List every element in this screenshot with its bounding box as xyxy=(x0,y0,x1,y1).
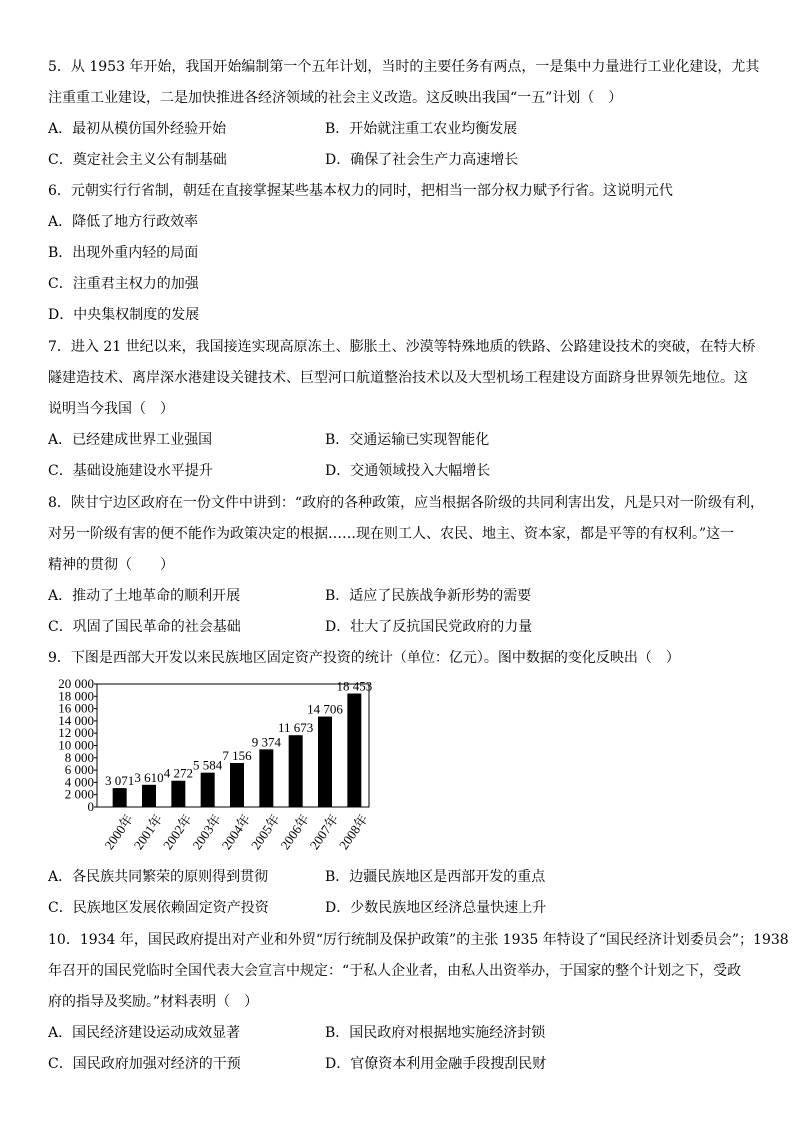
bar xyxy=(113,788,127,807)
y-tick-label: 14 000 xyxy=(58,712,94,728)
bar xyxy=(347,694,361,807)
q8-option-b: B．适应了民族战争新形势的需要 xyxy=(325,588,532,604)
q9-option-d: D．少数民族地区经济总量快速上升 xyxy=(325,900,547,916)
q6-option-a: A．降低了地方行政效率 xyxy=(48,214,199,230)
bar-value-label: 18 453 xyxy=(336,678,373,694)
q10-option-a: A．国民经济建设运动成效显著 xyxy=(48,1025,241,1041)
x-tick-label: 2003年 xyxy=(189,811,224,853)
q5-stem-line2: 注重重工业建设，二是加快推进各经济领域的社会主义改造。这反映出我国“一五”计划（ ） xyxy=(48,90,623,106)
x-tick-label: 2001年 xyxy=(130,811,166,853)
q8-option-c: C．巩固了国民革命的社会基础 xyxy=(48,619,241,635)
q6-option-b: B．出现外重内轻的局面 xyxy=(48,245,199,261)
x-tick-label: 2000年 xyxy=(101,811,136,853)
q7-option-b: B．交通运输已实现智能化 xyxy=(325,432,490,448)
y-tick-label: 2 000 xyxy=(64,786,94,802)
q9-option-b: B．边疆民族地区是西部开发的重点 xyxy=(325,869,546,885)
q6-stem-line1: 6．元朝实行行省制，朝廷在直接掌握某些基本权力的同时，把相当一部分权力赋予行省。这说明元代 xyxy=(48,183,673,199)
q6-option-d: D．中央集权制度的发展 xyxy=(48,307,200,323)
bar-value-label: 11 673 xyxy=(278,720,314,736)
q9-option-a: A．各民族共同繁荣的原则得到贯彻 xyxy=(48,869,269,885)
q7-stem-line2: 隧建造技术、离岸深水港建设关键技术、巨型河口航道整治技术以及大型机场工程建设方面跻身世界领先地位。这 xyxy=(48,370,748,386)
q5-option-a: A．最初从模仿国外经验开始 xyxy=(48,121,227,137)
x-tick-label: 2004年 xyxy=(218,811,254,853)
q7-stem-line1: 7．进入 21 世纪以来，我国接连实现高原冻土、膨胀土、沙漠等特殊地质的铁路、公路建设技术的突破，在特大桥 xyxy=(48,339,756,355)
bar-value-label: 4 272 xyxy=(163,765,193,781)
y-tick-label: 0 xyxy=(87,799,94,814)
q5-option-d: D．确保了社会生产力高速增长 xyxy=(325,152,519,168)
y-tick-label: 4 000 xyxy=(64,774,94,790)
y-tick-label: 18 000 xyxy=(58,688,94,704)
x-tick-label: 2007年 xyxy=(306,811,342,853)
q10-option-d: D．官僚资本利用金融手段搜刮民财 xyxy=(325,1056,547,1072)
x-tick-label: 2005年 xyxy=(247,811,283,853)
bar-value-label: 3 071 xyxy=(105,773,135,789)
q6-option-c: C．注重君主权力的加强 xyxy=(48,276,199,292)
bar xyxy=(259,749,273,807)
q10-stem-line1: 10．1934 年，国民政府提出对产业和外贸“厉行统制及保护政策”的主张 1935 年特设了“国民经济计划委员会”；1938 xyxy=(48,932,789,948)
q7-option-c: C．基础设施建设水平提升 xyxy=(48,463,213,479)
q8-stem-line2: 对另一阶级有害的便不能作为政策决定的根据……现在则工人、农民、地主、资本家，都是平等的有权利。”这一 xyxy=(48,526,735,542)
q10-stem-line3: 府的指导及奖励。”材料表明（ ） xyxy=(48,994,259,1010)
y-tick-label: 12 000 xyxy=(58,725,94,741)
chart-x-axis xyxy=(101,812,370,853)
y-tick-label: 6 000 xyxy=(64,762,94,778)
x-tick-label: 2008年 xyxy=(335,811,371,853)
y-tick-label: 8 000 xyxy=(64,749,94,765)
q7-stem-line3: 说明当今我国（ ） xyxy=(48,401,174,417)
bar xyxy=(230,763,244,807)
q5-stem-line1: 5．从 1953 年开始，我国开始编制第一个五年计划，当时的主要任务有两点，一是集中力量进行工业化建设，尤其 xyxy=(48,59,760,75)
x-tick-label: 2002年 xyxy=(159,811,195,853)
bar-value-label: 3 610 xyxy=(134,769,164,785)
q8-stem-line1: 8．陕甘宁边区政府在一份文件中讲到：“政府的各种政策，应当根据各阶级的共同利害出发，凡是只对一阶级有利， xyxy=(48,495,765,511)
bar xyxy=(142,785,156,807)
chart-y-axis xyxy=(58,676,97,814)
bar-value-label: 9 374 xyxy=(251,734,281,750)
bar xyxy=(318,717,332,807)
q10-option-b: B．国民政府对根据地实施经济封锁 xyxy=(325,1025,546,1041)
y-tick-label: 10 000 xyxy=(58,737,94,753)
bar xyxy=(201,773,215,807)
bar xyxy=(171,781,185,807)
bar-value-label: 5 584 xyxy=(193,757,223,773)
q7-option-d: D．交通领域投入大幅增长 xyxy=(325,463,491,479)
q5-option-c: C．奠定社会主义公有制基础 xyxy=(48,152,227,168)
q5-option-b: B．开始就注重工农业均衡发展 xyxy=(325,121,518,137)
q8-option-d: D．壮大了反抗国民党政府的力量 xyxy=(325,619,533,635)
q8-option-a: A．推动了土地革命的顺利开展 xyxy=(48,588,241,604)
y-tick-label: 20 000 xyxy=(58,676,94,691)
q10-option-c: C．国民政府加强对经济的干预 xyxy=(48,1056,241,1072)
bar-value-label: 14 706 xyxy=(307,701,343,717)
q10-stem-line2: 年召开的国民党临时全国代表大会宣言中规定：“于私人企业者，由私人出资举办，于国家的整个计划之下，受政 xyxy=(48,963,742,979)
q9-stem-line1: 9．下图是西部大开发以来民族地区固定资产投资的统计（单位：亿元）。图中数据的变化反映出（ ） xyxy=(48,650,680,666)
y-tick-label: 16 000 xyxy=(58,700,94,716)
q7-option-a: A．已经建成世界工业强国 xyxy=(48,432,213,448)
bar-chart xyxy=(52,676,382,862)
q9-option-c: C．民族地区发展依赖固定资产投资 xyxy=(48,900,269,916)
q8-stem-line3: 精神的贯彻（ ） xyxy=(48,557,174,573)
x-tick-label: 2006年 xyxy=(277,811,312,853)
bar-value-label: 7 156 xyxy=(222,747,252,763)
bar xyxy=(289,735,303,807)
